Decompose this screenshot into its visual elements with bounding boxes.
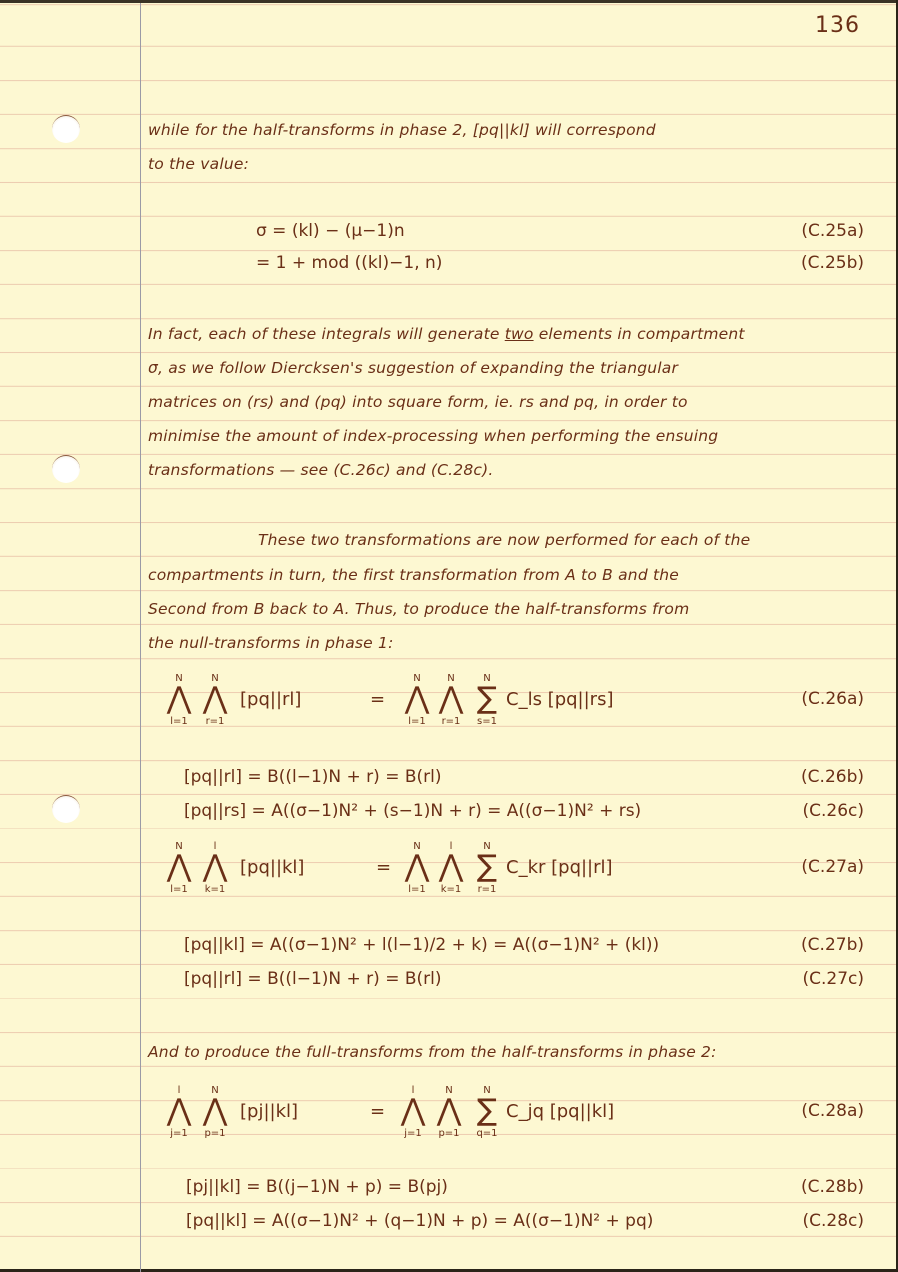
- equation-expression: [pq||kl] = A((σ−1)N² + l(l−1)/2 + k) = A((σ−1)N² + (kl)): [184, 935, 660, 955]
- equals: =: [376, 857, 392, 878]
- equation-row: [148, 1177, 868, 1207]
- text-line: to the value:: [148, 155, 250, 173]
- text-line: minimise the amount of index-processing when performing the ensuing: [148, 427, 719, 445]
- equation-c27a: [148, 841, 868, 913]
- wedge-product-operator: N ⋀ r=1: [438, 673, 464, 727]
- wedge-product-operator: l ⋀ k=1: [202, 841, 228, 895]
- punch-hole-icon: [52, 115, 80, 143]
- equation-tag: (C.28b): [801, 1177, 864, 1197]
- equation-expression: [pq||rl] = B((l−1)N + r) = B(rl): [184, 767, 442, 787]
- equation-tag: (C.27c): [802, 969, 864, 989]
- text-line: the null-transforms in phase 1:: [148, 634, 394, 652]
- text-line: transformations — see (C.26c) and (C.28c).: [148, 461, 494, 479]
- text-line: These two transformations are now performed for each of the: [258, 531, 751, 549]
- equation-tag: (C.25a): [801, 221, 864, 241]
- margin-line: [140, 3, 141, 1272]
- page-number: 136: [815, 13, 860, 38]
- rhs: C_jq [pq||kl]: [506, 1101, 615, 1122]
- punch-hole-icon: [52, 455, 80, 483]
- equation-row: [148, 221, 868, 251]
- summation-operator: N ∑ s=1: [476, 673, 498, 727]
- equation-row: [148, 253, 868, 283]
- rhs: C_ls [pq||rs]: [506, 689, 614, 710]
- wedge-product-operator: N ⋀ r=1: [202, 673, 228, 727]
- text-line: And to produce the full-transforms from the half-transforms in phase 2:: [148, 1043, 717, 1061]
- text-line: Second from B back to A. Thus, to produce the half-transforms from: [148, 600, 690, 618]
- equation-row: [148, 969, 868, 999]
- text-line: σ, as we follow Diercksen's suggestion of expanding the triangular: [148, 359, 679, 377]
- equation-expression: [pq||rl] = B((l−1)N + r) = B(rl): [184, 969, 442, 989]
- punch-hole-icon: [52, 795, 80, 823]
- equation-row: [148, 801, 868, 831]
- equation-expression: = 1 + mod ((kl)−1, n): [256, 253, 443, 273]
- wedge-product-operator: N ⋀ l=1: [404, 841, 430, 895]
- equation-tag: (C.26b): [801, 767, 864, 787]
- equals: =: [370, 1101, 386, 1122]
- lhs: [pq||kl]: [240, 857, 305, 878]
- lhs: [pj||kl]: [240, 1101, 299, 1122]
- summation-operator: N ∑ q=1: [476, 1085, 498, 1139]
- equation-expression: σ = (kl) − (μ−1)n: [256, 221, 405, 241]
- wedge-product-operator: N ⋀ l=1: [166, 841, 192, 895]
- equation-row: [148, 1211, 868, 1241]
- wedge-product-operator: N ⋀ l=1: [166, 673, 192, 727]
- equation-row: [148, 935, 868, 965]
- equation-row: [148, 767, 868, 797]
- equals: =: [370, 689, 386, 710]
- wedge-product-operator: l ⋀ j=1: [400, 1085, 426, 1139]
- wedge-product-operator: l ⋀ k=1: [438, 841, 464, 895]
- equation-expression: [pj||kl] = B((j−1)N + p) = B(pj): [186, 1177, 448, 1197]
- wedge-product-operator: N ⋀ p=1: [436, 1085, 462, 1139]
- equation-tag: (C.27a): [801, 857, 864, 877]
- equation-tag: (C.26c): [802, 801, 864, 821]
- text-line: matrices on (rs) and (pq) into square form, ie. rs and pq, in order to: [148, 393, 688, 411]
- text-segment: In fact, each of these integrals will generate: [148, 325, 505, 343]
- equation-expression: [pq||kl] = A((σ−1)N² + (q−1)N + p) = A((σ−1)N² + pq): [186, 1211, 654, 1231]
- equation-tag: (C.26a): [801, 689, 864, 709]
- equation-c28a: [148, 1085, 868, 1157]
- wedge-product-operator: l ⋀ j=1: [166, 1085, 192, 1139]
- wedge-product-operator: N ⋀ p=1: [202, 1085, 228, 1139]
- text-line: while for the half-transforms in phase 2, [pq||kl] will correspond: [148, 121, 656, 139]
- equation-expression: [pq||rs] = A((σ−1)N² + (s−1)N + r) = A((σ−1)N² + rs): [184, 801, 642, 821]
- rhs: C_kr [pq||rl]: [506, 857, 613, 878]
- summation-operator: N ∑ r=1: [476, 841, 498, 895]
- wedge-product-operator: N ⋀ l=1: [404, 673, 430, 727]
- lhs: [pq||rl]: [240, 689, 302, 710]
- equation-tag: (C.25b): [801, 253, 864, 273]
- equation-tag: (C.28a): [801, 1101, 864, 1121]
- equation-tag: (C.28c): [802, 1211, 864, 1231]
- text-line: compartments in turn, the first transformation from A to B and the: [148, 566, 680, 584]
- text-segment: elements in compartment: [533, 325, 745, 343]
- underlined-word: two: [504, 325, 534, 343]
- equation-c26a: [148, 673, 868, 745]
- equation-tag: (C.27b): [801, 935, 864, 955]
- text-line: [148, 325, 745, 343]
